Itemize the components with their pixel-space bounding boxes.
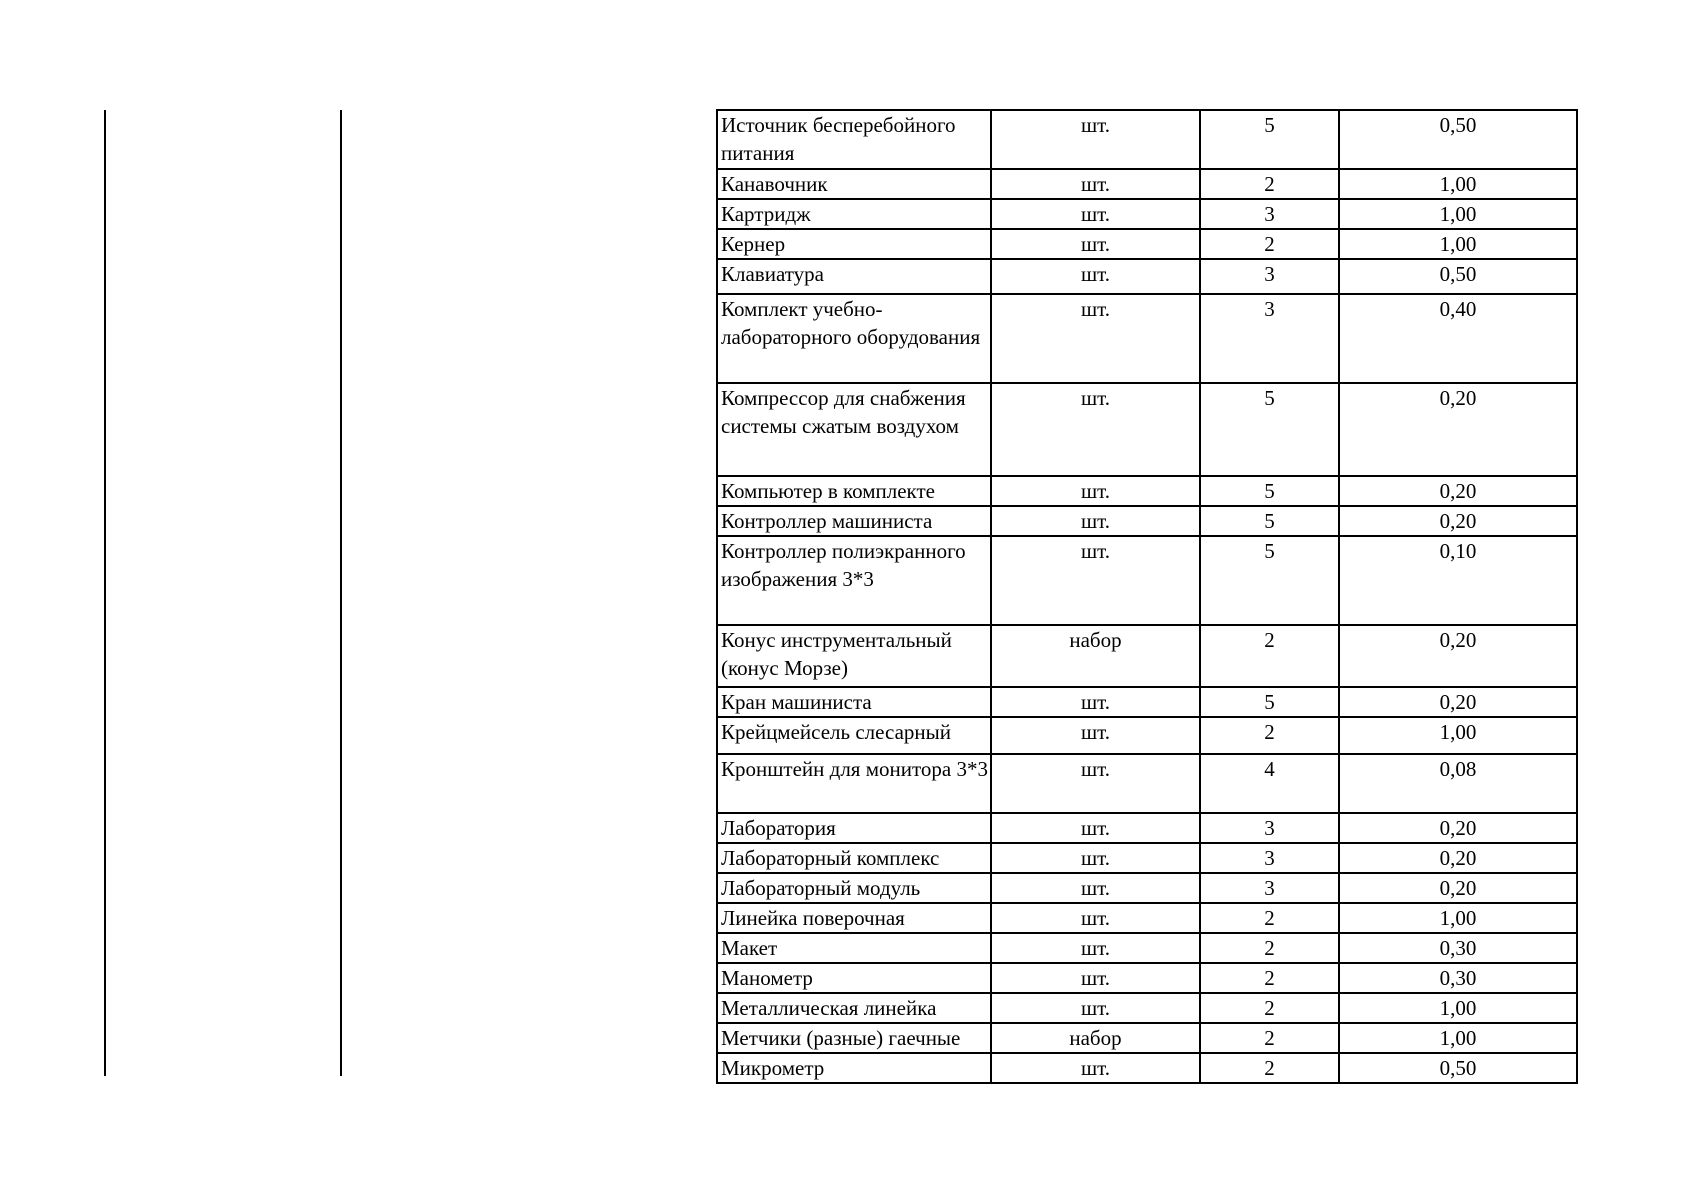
quantity-cell: 4 <box>1200 754 1339 813</box>
unit-cell: шт. <box>991 963 1200 993</box>
unit-cell: шт. <box>991 169 1200 199</box>
table-row <box>717 933 1577 963</box>
coefficient-cell: 0,20 <box>1339 476 1577 506</box>
item-name-cell: Микрометр <box>717 1053 991 1083</box>
quantity-cell: 2 <box>1200 1023 1339 1053</box>
unit-cell: шт. <box>991 506 1200 536</box>
item-name-cell: Манометр <box>717 963 991 993</box>
left-column-border <box>104 110 106 1076</box>
table-row <box>717 476 1577 506</box>
table-row <box>717 169 1577 199</box>
item-name-cell: Кран машиниста <box>717 687 991 717</box>
coefficient-cell: 0,20 <box>1339 873 1577 903</box>
table-row <box>717 873 1577 903</box>
coefficient-cell: 1,00 <box>1339 903 1577 933</box>
coefficient-cell: 0,50 <box>1339 259 1577 294</box>
coefficient-cell: 0,30 <box>1339 963 1577 993</box>
table-row <box>717 536 1577 625</box>
table-row <box>717 717 1577 754</box>
item-name-cell: Крейцмейсель слесарный <box>717 717 991 754</box>
quantity-cell: 3 <box>1200 294 1339 383</box>
quantity-cell: 3 <box>1200 259 1339 294</box>
quantity-cell: 2 <box>1200 963 1339 993</box>
quantity-cell: 2 <box>1200 933 1339 963</box>
unit-cell: шт. <box>991 259 1200 294</box>
table-row <box>717 903 1577 933</box>
table-row <box>717 963 1577 993</box>
quantity-cell: 3 <box>1200 813 1339 843</box>
item-name-cell: Канавочник <box>717 169 991 199</box>
item-name-cell: Контроллер машиниста <box>717 506 991 536</box>
item-name-cell: Макет <box>717 933 991 963</box>
item-name-cell: Конус инструментальный (конус Морзе) <box>717 625 991 687</box>
unit-cell: набор <box>991 625 1200 687</box>
unit-cell: шт. <box>991 843 1200 873</box>
quantity-cell: 2 <box>1200 993 1339 1023</box>
unit-cell: шт. <box>991 873 1200 903</box>
table-row <box>717 625 1577 687</box>
quantity-cell: 3 <box>1200 199 1339 229</box>
item-name-cell: Металлическая линейка <box>717 993 991 1023</box>
item-name-cell: Источник бесперебойного питания <box>717 110 991 169</box>
table-row <box>717 294 1577 383</box>
quantity-cell: 3 <box>1200 843 1339 873</box>
item-name-cell: Комплект учебно-лабораторного оборудования <box>717 294 991 383</box>
unit-cell: шт. <box>991 110 1200 169</box>
item-name-cell: Лаборатория <box>717 813 991 843</box>
unit-cell: шт. <box>991 687 1200 717</box>
coefficient-cell: 1,00 <box>1339 993 1577 1023</box>
table-row <box>717 110 1577 169</box>
coefficient-cell: 0,20 <box>1339 843 1577 873</box>
quantity-cell: 5 <box>1200 687 1339 717</box>
coefficient-cell: 0,20 <box>1339 383 1577 476</box>
coefficient-cell: 1,00 <box>1339 229 1577 259</box>
table-row <box>717 754 1577 813</box>
coefficient-cell: 0,20 <box>1339 687 1577 717</box>
equipment-table <box>716 109 1578 1084</box>
table-row <box>717 993 1577 1023</box>
table-row <box>717 687 1577 717</box>
quantity-cell: 5 <box>1200 476 1339 506</box>
item-name-cell: Кронштейн для монитора 3*3 <box>717 754 991 813</box>
table-row <box>717 259 1577 294</box>
quantity-cell: 2 <box>1200 1053 1339 1083</box>
table-row <box>717 383 1577 476</box>
table-row <box>717 199 1577 229</box>
unit-cell: шт. <box>991 199 1200 229</box>
item-name-cell: Кернер <box>717 229 991 259</box>
quantity-cell: 2 <box>1200 229 1339 259</box>
unit-cell: шт. <box>991 717 1200 754</box>
unit-cell: шт. <box>991 933 1200 963</box>
table-row <box>717 506 1577 536</box>
item-name-cell: Клавиатура <box>717 259 991 294</box>
unit-cell: шт. <box>991 476 1200 506</box>
quantity-cell: 5 <box>1200 536 1339 625</box>
coefficient-cell: 0,08 <box>1339 754 1577 813</box>
unit-cell: шт. <box>991 383 1200 476</box>
unit-cell: шт. <box>991 903 1200 933</box>
quantity-cell: 2 <box>1200 903 1339 933</box>
item-name-cell: Картридж <box>717 199 991 229</box>
item-name-cell: Компьютер в комплекте <box>717 476 991 506</box>
quantity-cell: 3 <box>1200 873 1339 903</box>
middle-column-border <box>340 110 342 1076</box>
coefficient-cell: 0,10 <box>1339 536 1577 625</box>
coefficient-cell: 0,20 <box>1339 625 1577 687</box>
unit-cell: шт. <box>991 536 1200 625</box>
table-row <box>717 1023 1577 1053</box>
coefficient-cell: 0,30 <box>1339 933 1577 963</box>
item-name-cell: Лабораторный модуль <box>717 873 991 903</box>
quantity-cell: 5 <box>1200 110 1339 169</box>
quantity-cell: 2 <box>1200 717 1339 754</box>
unit-cell: шт. <box>991 1053 1200 1083</box>
unit-cell: шт. <box>991 229 1200 259</box>
coefficient-cell: 1,00 <box>1339 169 1577 199</box>
table-row <box>717 229 1577 259</box>
unit-cell: шт. <box>991 294 1200 383</box>
unit-cell: шт. <box>991 754 1200 813</box>
quantity-cell: 5 <box>1200 383 1339 476</box>
item-name-cell: Контроллер полиэкранного изображения 3*3 <box>717 536 991 625</box>
item-name-cell: Компрессор для снабжения системы сжатым воздухом <box>717 383 991 476</box>
unit-cell: набор <box>991 1023 1200 1053</box>
coefficient-cell: 0,50 <box>1339 110 1577 169</box>
coefficient-cell: 0,50 <box>1339 1053 1577 1083</box>
table-row <box>717 843 1577 873</box>
table-row <box>717 813 1577 843</box>
unit-cell: шт. <box>991 813 1200 843</box>
coefficient-cell: 0,40 <box>1339 294 1577 383</box>
coefficient-cell: 1,00 <box>1339 199 1577 229</box>
coefficient-cell: 1,00 <box>1339 717 1577 754</box>
quantity-cell: 5 <box>1200 506 1339 536</box>
coefficient-cell: 0,20 <box>1339 813 1577 843</box>
quantity-cell: 2 <box>1200 169 1339 199</box>
quantity-cell: 2 <box>1200 625 1339 687</box>
item-name-cell: Метчики (разные) гаечные <box>717 1023 991 1053</box>
item-name-cell: Лабораторный комплекс <box>717 843 991 873</box>
table-row <box>717 1053 1577 1083</box>
item-name-cell: Линейка поверочная <box>717 903 991 933</box>
unit-cell: шт. <box>991 993 1200 1023</box>
coefficient-cell: 1,00 <box>1339 1023 1577 1053</box>
coefficient-cell: 0,20 <box>1339 506 1577 536</box>
